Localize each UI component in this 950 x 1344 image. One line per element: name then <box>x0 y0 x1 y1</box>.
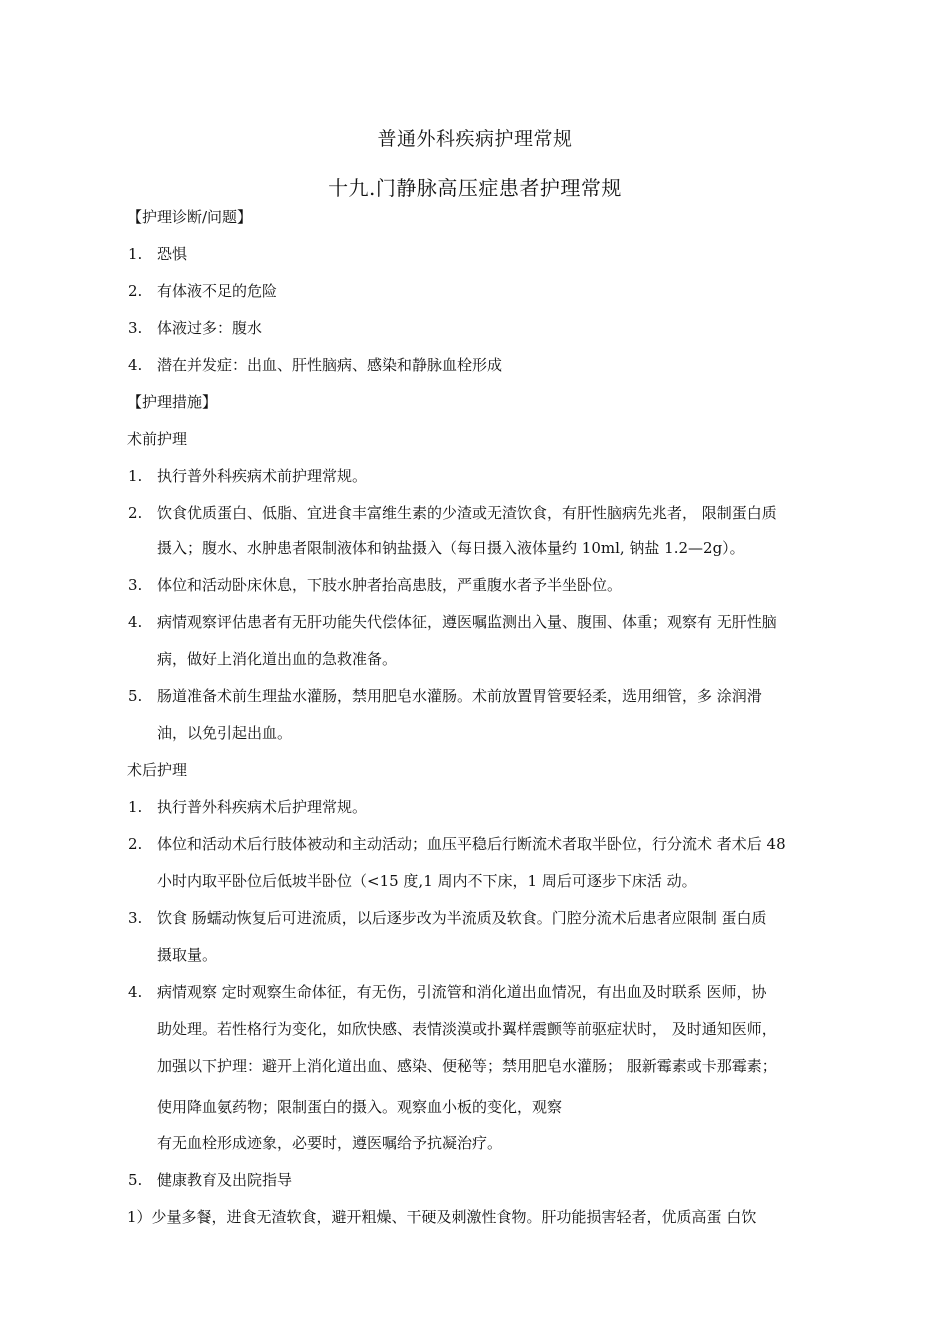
list-number: 5. <box>128 1171 143 1189</box>
list-number: 4. <box>128 613 143 631</box>
list-item: 有体液不足的危险 <box>157 282 278 300</box>
list-item: 饮食 肠蠕动恢复后可进流质，以后逐步改为半流质及软食。门腔分流术后患者应限制 蛋白质 <box>157 909 767 927</box>
list-number: 1. <box>128 798 143 816</box>
list-number: 1. <box>128 245 143 263</box>
document-title: 普通外科疾病护理常规 <box>377 128 573 150</box>
subheading-post-op: 术后护理 <box>127 761 188 779</box>
list-item: 肠道准备术前生理盐水灌肠，禁用肥皂水灌肠。术前放置胃管要轻柔，选用细管，多 涂润滑 <box>157 687 762 705</box>
list-item-continuation: 助处理。若性格行为变化，如欣快感、表情淡漠或扑翼样震颤等前驱症状时， 及时通知医师， <box>157 1020 777 1038</box>
section-heading-diagnosis: 【护理诊断/问题】 <box>127 208 253 226</box>
list-item: 健康教育及出院指导 <box>157 1171 293 1189</box>
list-item-continuation: 使用降血氨药物；限制蛋白的摄入。观察血小板的变化，观察 <box>157 1098 563 1116</box>
list-number: 3. <box>128 909 143 927</box>
list-item-continuation: 有无血栓形成迹象，必要时，遵医嘱给予抗凝治疗。 <box>157 1134 503 1152</box>
list-item: 体位和活动术后行肢体被动和主动活动；血压平稳后行断流术者取半卧位，行分流术 者术后 48 <box>157 835 786 853</box>
subheading-pre-op: 术前护理 <box>127 430 188 448</box>
list-item: 潜在并发症：出血、肝性脑病、感染和静脉血栓形成 <box>157 356 503 374</box>
paragraph-line: 1）少量多餐，进食无渣软食，避开粗燥、干硬及刺激性食物。肝功能损害轻者，优质高蛋 白饮 <box>127 1208 757 1226</box>
list-number: 4. <box>128 983 143 1001</box>
list-item: 执行普外科疾病术前护理常规。 <box>157 467 368 485</box>
list-item: 体位和活动卧床休息，下肢水肿者抬高患肢，严重腹水者予半坐卧位。 <box>157 576 623 594</box>
list-item-continuation: 病，做好上消化道出血的急救准备。 <box>157 650 398 668</box>
list-number: 3. <box>128 319 143 337</box>
list-number: 1. <box>128 467 143 485</box>
document-subtitle: 十九.门静脉高压症患者护理常规 <box>328 176 622 200</box>
list-number: 4. <box>128 356 143 374</box>
list-item: 病情观察评估患者有无肝功能失代偿体征，遵医嘱监测出入量、腹围、体重；观察有 无肝性脑 <box>157 613 777 631</box>
section-heading-measures: 【护理措施】 <box>127 393 218 411</box>
list-item-continuation: 摄入；腹水、水肿患者限制液体和钠盐摄入（每日摄入液体量约 10ml, 钠盐 1.2—2g）。 <box>157 539 745 557</box>
list-number: 2. <box>128 504 143 522</box>
list-number: 3. <box>128 576 143 594</box>
list-number: 2. <box>128 835 143 853</box>
list-item: 执行普外科疾病术后护理常规。 <box>157 798 368 816</box>
list-item-continuation: 油，以免引起出血。 <box>157 724 293 742</box>
list-number: 5. <box>128 687 143 705</box>
list-item: 病情观察 定时观察生命体征，有无伤，引流管和消化道出血情况，有出血及时联系 医师，协 <box>157 983 767 1001</box>
list-item-continuation: 加强以下护理：避开上消化道出血、感染、便秘等；禁用肥皂水灌肠； 服新霉素或卡那霉素； <box>157 1057 777 1075</box>
list-item-continuation: 小时内取平卧位后低坡半卧位（<15 度,1 周内不下床，1 周后可逐步下床活 动。 <box>157 872 697 890</box>
list-number: 2. <box>128 282 143 300</box>
list-item: 恐惧 <box>157 245 188 263</box>
list-item: 体液过多：腹水 <box>157 319 263 337</box>
list-item-continuation: 摄取量。 <box>157 946 218 964</box>
list-item: 饮食优质蛋白、低脂、宜进食丰富维生素的少渣或无渣饮食，有肝性脑病先兆者， 限制蛋白质 <box>157 504 777 522</box>
